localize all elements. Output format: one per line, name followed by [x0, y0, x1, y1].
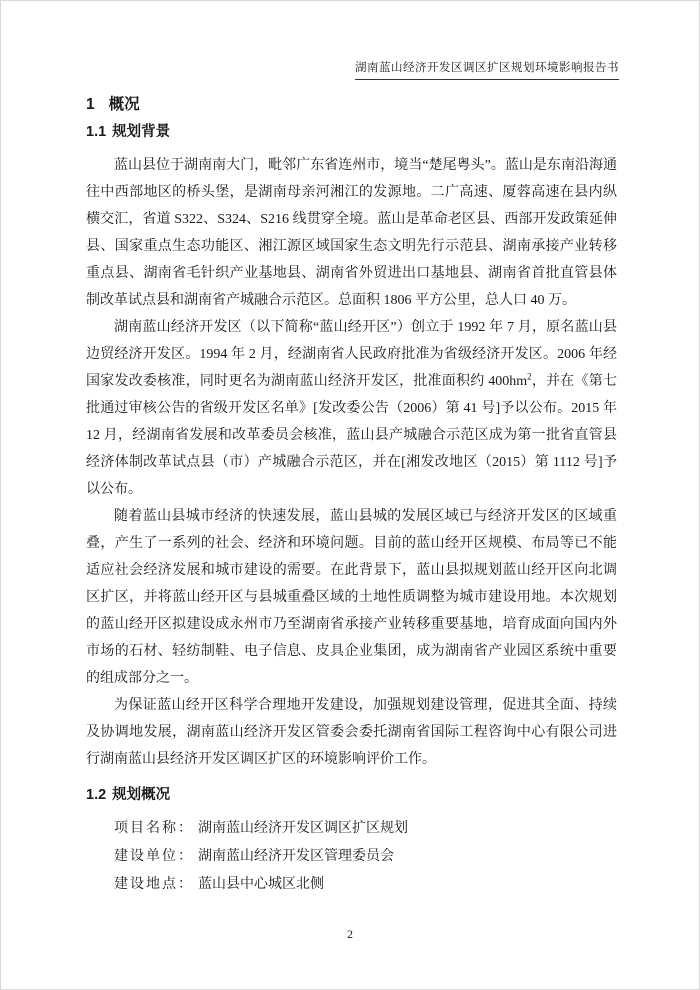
overview-item-value: 蓝山县中心城区北侧: [198, 877, 324, 892]
overview-item-label: 项目名称：: [114, 821, 194, 836]
overview-item-label: 建设地点：: [114, 877, 194, 892]
page-number: 2: [347, 927, 353, 941]
paragraph-1: 蓝山县位于湖南南大门，毗邻广东省连州市，境当“楚尾粤头”。蓝山是东南沿海通往中西部地区的桥头堡，是湖南母亲河湘江的发源地。二广高速、厦蓉高速在县内纵横交汇，省道 S322、S324、S216 线贯穿全境。蓝山是革命老区县、西部开发政策延伸县、国家重点生态功能区、湘江源区域国家生态文明先行示范县、湖南承接产业转移重点县、湖南省毛针织产业基地县、湖南省外贸进出口基地县、湖南省首批直管县体制改革试点县和湖南省产城融合示范区。总面积 1806 平方公里，总人口 40 万。: [86, 158, 617, 308]
document-content: [86, 96, 617, 899]
paragraph-4: 为保证蓝山经开区科学合理地开发建设，加强规划建设管理，促进其全面、持续及协调地发展，湖南蓝山经济开发区管委会委托湖南省国际工程咨询中心有限公司进行湖南蓝山县经济开发区调区扩区的环境影响评价工作。: [86, 698, 617, 767]
overview-item-construction-unit: [86, 843, 617, 871]
page-header: [86, 61, 619, 80]
paragraph-2-text: ，并在《第七批通过审核公告的省级开发区名单》[发改委公告（2006）第 41 号]予以公布。2015 年 12 月，经湖南省发展和改革委员会核准，蓝山县产城融合示范区成为第一批省直管县经济体制改革试点县（市）产城融合示范区，并在[湘发改地区（2015）第 1112 号]予以公布。: [86, 374, 617, 497]
header-title: 湖南蓝山经济开发区调区扩区规划环境影响报告书: [355, 61, 619, 80]
superscript-2: 2: [527, 371, 532, 382]
section-number: 1: [86, 96, 95, 113]
section-heading-1: [86, 96, 617, 114]
section-number: 1.1: [86, 124, 107, 140]
overview-item-value: 湖南蓝山经济开发区管理委员会: [198, 849, 394, 864]
overview-item-project-name: [86, 815, 617, 843]
overview-item-label: 建设单位：: [114, 849, 194, 864]
page-footer: [1, 927, 699, 941]
overview-item-construction-site: [86, 871, 617, 899]
section-title: 规划背景: [112, 124, 171, 140]
section-heading-1-2: [86, 786, 617, 804]
paragraph-2-text: 湖南蓝山经济开发区（以下简称“蓝山经开区”）创立于 1992 年 7 月，原名蓝山县边贸经济开发区。1994 年 2 月，经湖南省人民政府批准为省级经济开发区。2006 年经国家发改委核准，同时更名为湖南蓝山经济开发区，批准面积约 400hm: [86, 320, 617, 389]
section-body: [86, 152, 617, 773]
section-heading-1-1: [86, 123, 617, 141]
overview-item-value: 湖南蓝山经济开发区调区扩区规划: [198, 821, 408, 836]
paragraph-3: 随着蓝山县城市经济的快速发展，蓝山县城的发展区域已与经济开发区的区域重叠，产生了一系列的社会、经济和环境问题。目前的蓝山经开区规模、布局等已不能适应社会经济发展和城市建设的需要。在此背景下，蓝山县拟规划蓝山经开区向北调区扩区，并将蓝山经开区与县城重叠区域的土地性质调整为城市建设用地。本次规划的蓝山经开区拟建设成永州市乃至湖南省承接产业转移重要基地，培育成面向国内外市场的石材、轻纺制鞋、电子信息、皮具企业集团，成为湖南省产业园区系统中重要的组成部分之一。: [86, 509, 617, 686]
section-number: 1.2: [86, 787, 107, 803]
section-title: 规划概况: [112, 787, 171, 803]
plan-overview-list: [86, 815, 617, 899]
section-title: 概况: [108, 96, 140, 113]
paragraph-2: [86, 314, 617, 503]
